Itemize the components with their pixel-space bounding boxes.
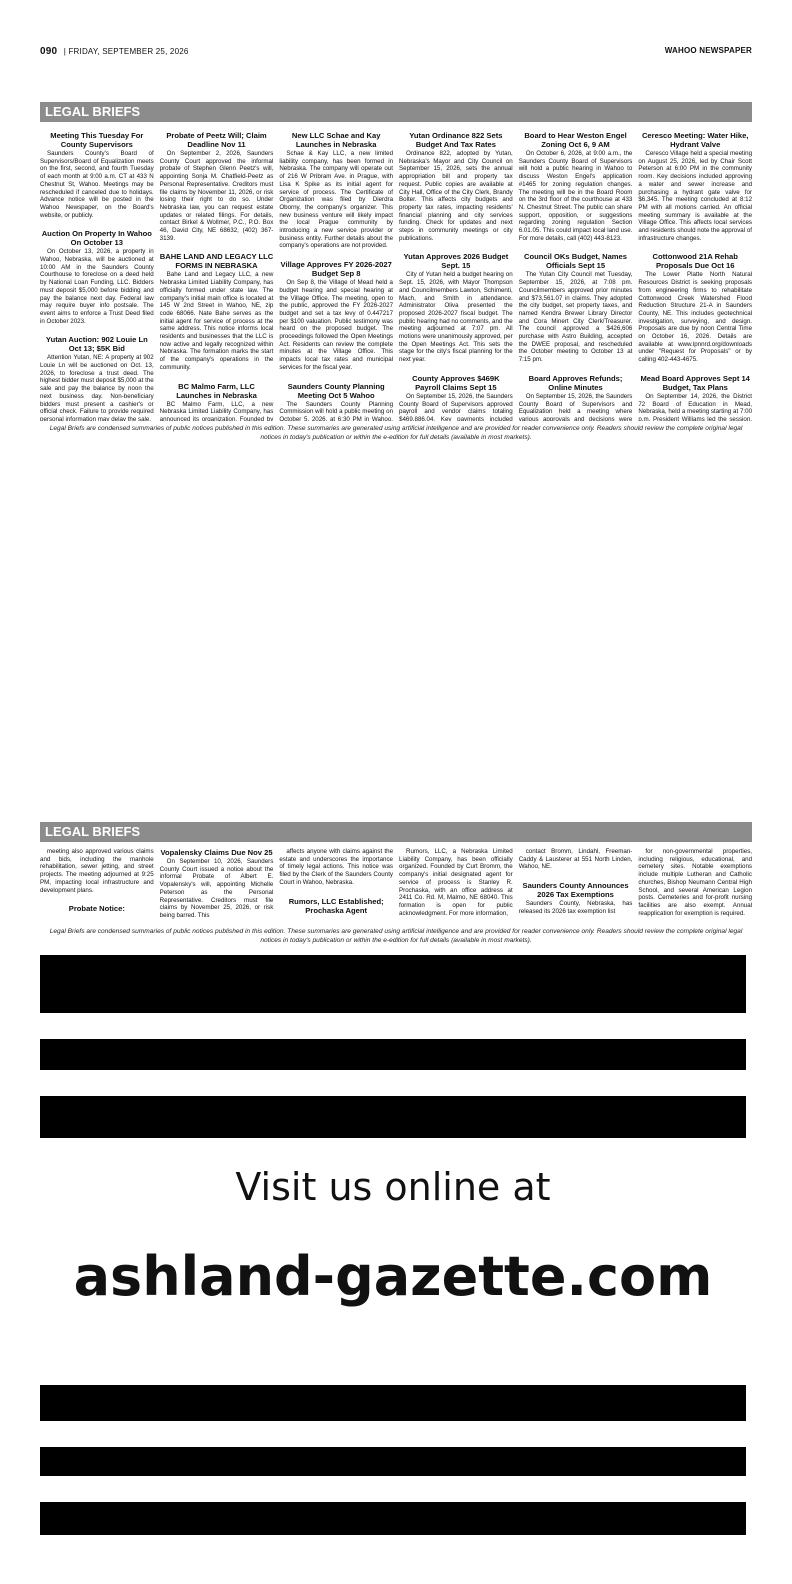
legal-briefs-columns <box>40 131 752 421</box>
brief-title: Auction On Property In Wahoo On October 13 <box>41 229 152 248</box>
brief-column <box>519 848 633 926</box>
legal-brief <box>160 131 274 242</box>
legal-brief <box>40 848 154 894</box>
brief-body: Ceresco Village held a special meeting on August 25, 2026, led by Chair Scott Peterson at 6:00 PM in the community room. Key decisions included approving a water and sewer increase and purchasing a hydrant gate valve for $6,345. The meeting concluded at 8:12 PM with all motions carried. An official meeting summary is available at the Village Office. This affects local services and residents should note the approval of infrastructure changes. <box>638 150 752 242</box>
website-advertisement <box>40 955 746 1535</box>
brief-column <box>638 848 752 926</box>
legal-brief <box>519 131 633 242</box>
legal-brief <box>519 374 633 421</box>
brief-body: On October 13, 2026, a property in Wahoo, Nebraska, will be auctioned at 10:00 AM in the Saunders County Courthouse to foreclose on a deed held by National Loan Funding, LLC. Bidders must deposit $5,000 before bidding and pay the balance next day. Federal law may require buyer info postsale. The event aims to enforce a Trust Deed filed in October 2023. <box>40 248 154 325</box>
ad-stripe <box>40 1421 746 1447</box>
legal-briefs-columns-continued <box>40 848 752 926</box>
brief-title: Probate of Peetz Will; Claim Deadline Nov 11 <box>166 131 267 149</box>
brief-title: Probate Notice: <box>68 904 125 914</box>
brief-title: Village Approves FY 2026-2027 Budget Sep 8 <box>280 260 392 279</box>
brief-title: BC Malmo Farm, LLC Launches in Nebraska <box>176 381 257 400</box>
legal-briefs-disclaimer: Legal Briefs are condensed summaries of public notices published in this edition. These summaries are generated using artificial intelligence and are provided for reader convenience only. Readers should review the complete original legal notices in today's publication or within the e-edition for full details (available in most markets). <box>49 425 743 441</box>
brief-body: On September 14, 2026, the District 72 Board of Education in Mead, Nebraska, held a meeting starting at 7:00 p.m. President Williams led the session, <box>638 392 752 421</box>
ad-website-url: ashland-gazette.com <box>73 1245 713 1308</box>
brief-title: Board Approves Refunds; Online Minutes <box>528 373 623 392</box>
legal-briefs-banner-continued: LEGAL BRIEFS <box>40 822 752 842</box>
brief-title: Vopalensky Claims Due Nov 25 <box>160 848 273 857</box>
brief-body: On September 10, 2026, Saunders County Court issued a notice about the informal Probate of Albert E. Vopalensky's will, appointing Michelle Peterson as the Personal Representative. Creditors must file claims by November 25, 2026, or risk being barred. This <box>159 858 274 919</box>
brief-body: City of Yutan held a budget hearing on Sept. 15, 2026, with Mayor Thompson and Councilmembers Lawton, Schimenti, Mach, and Smith in attendance. Administrator Oliva presented the proposed 2026-2027 fiscal budget. The public hearing had no comments, and the meeting adjourned at 7:07 pm. All motions were unanimously approved, per the Open Meetings Act. This sets the stage for the city's fiscal planning for the next year. <box>399 271 513 364</box>
legal-brief <box>519 881 633 915</box>
brief-body: Saunders County, Nebraska, has released its 2026 tax exemption list <box>518 900 633 915</box>
brief-column <box>279 131 393 421</box>
brief-body: On Sep 8, the Village of Mead held a budget hearing and special hearing at the Village Office. The meeting, open to the public, approved the FY 2026-2027 budget and set a tax levy of 0.447217 per $100 valuation. Public testimony was heard on the proposed budget. The proceedings followed the Open Meetings Act. Residents can review the complete minutes at the Village Office. This impacts local tax rates and municipal services for the fiscal year. <box>279 279 394 371</box>
legal-brief <box>279 897 393 915</box>
brief-body: Saunders County's Board of Supervisors/Board of Equalization meets on the first, second, and fourth Tuesday of each month at 9:00 a.m. CT at 433 N Chestnut St, Wahoo. Meetings may be rescheduled if canceled due to holidays. Advance notice will be posted in the Wahoo Newspaper, on the Board's website, or publicly. <box>40 150 154 219</box>
brief-body: The Lower Platte North Natural Resources District is seeking proposals from engineering firms to rehabilitate Cottonwood Creek Watershed Flood Reduction Structure 21-A in Saunders County, NE. This includes geotechnical investigation, surveying, and design. Proposals are due by noon Central Time on October 16, 2026. Details are available at www.lpnnrd.org/downloads under "Request for Proposals" or by calling 402-443-4675. <box>638 271 752 364</box>
page-header-left <box>40 46 189 60</box>
brief-body: Rumors, LLC, a Nebraska Limited Liability Company, has been officially organized. Founded by Curt Bromm, the company's initial designated agent for service of process is Stanley R. Prochaska, with an office address at 2411 Co. Rd. M, Malmo, NE 68040. This formation is open for public acknowledgment. For more information, <box>399 848 513 917</box>
brief-body: The Saunders County Planning Commission will hold a public meeting on October 5, 2026, at 6:30 PM in Wahoo, <box>279 400 394 421</box>
brief-body: contact Bromm, Lindahl, Freeman-Caddy & Lausterer at 551 North Linden, Wahoo, NE. <box>518 848 633 871</box>
legal-briefs-banner: LEGAL BRIEFS <box>40 102 752 122</box>
brief-column <box>638 131 752 421</box>
brief-body: On September 15, 2026, the Saunders County Board of Supervisors and Equalization held a meeting where various approvals and decisions were <box>518 392 633 421</box>
legal-brief <box>519 252 633 363</box>
header-divider: | <box>63 47 67 56</box>
legal-brief <box>399 252 513 363</box>
ad-stripe <box>40 1013 746 1039</box>
legal-brief <box>279 260 393 371</box>
legal-brief <box>40 904 154 913</box>
brief-title: Rumors, LLC Established; Prochaska Agent <box>288 896 384 915</box>
legal-brief <box>638 374 752 421</box>
page-header <box>40 46 752 60</box>
brief-column <box>160 848 274 926</box>
legal-brief <box>399 848 513 917</box>
brief-title: Cottonwood 21A Rehab Proposals Due Oct 16 <box>652 252 738 271</box>
brief-title: Yutan Ordinance 822 Sets Budget And Tax Rates <box>409 131 503 149</box>
brief-body: meeting also approved various claims and bids, including the manhole rehabilitation, sewer jetting, and street projects. The meeting adjourned at 9:25 PM, impacting local infrastructure and development plans. <box>40 848 154 894</box>
legal-brief <box>40 131 154 219</box>
brief-title: Saunders County Announces 2026 Tax Exemptions <box>522 881 629 900</box>
brief-title: County Approves $469K Payroll Claims Sept 15 <box>412 373 500 392</box>
brief-title: Board to Hear Weston Engel Zoning Oct 6, 9 AM <box>524 131 627 149</box>
ad-headline: Visit us online at <box>235 1165 551 1209</box>
brief-title: BAHE LAND AND LEGACY LLC FORMS IN NEBRASKA <box>159 252 274 271</box>
legal-brief <box>279 382 393 421</box>
legal-brief <box>160 848 274 920</box>
brief-column <box>399 848 513 926</box>
brief-title: Council OKs Budget, Names Officials Sept 15 <box>524 252 627 271</box>
brief-column <box>279 848 393 926</box>
brief-body: On September 2, 2026, Saunders County Court approved the informal probate of Stephen Glenn Peetz's will, appointing Sonja M. Chatfield-Peetz as Personal Representative. Creditors must file claims by November 11, 2026, or risk losing their right to do so. Under Nebraska law, you can request estate updates or related filings. For details, contact Birkel & Wollmer, P.C., P.O. Box 46, David City, NE 68632, (402) 367-3139. <box>159 150 274 242</box>
ad-stripe <box>40 1476 746 1502</box>
brief-title: Yutan Auction: 902 Louie Ln Oct 13; $5K Bid <box>45 335 148 354</box>
legal-brief <box>279 848 393 887</box>
brief-body: BC Malmo Farm, LLC, a new Nebraska Limited Liability Company, has announced its organization. Founded by <box>159 400 274 421</box>
legal-brief <box>399 374 513 421</box>
brief-title: New LLC Schae and Kay Launches in Nebraska <box>291 131 381 149</box>
legal-brief <box>638 131 752 242</box>
brief-body: The Yutan City Council met Tuesday, September 15, 2026, at 7:08 pm. Councilmembers approved prior minutes and $73,561.07 in claims. They adopted the city budget, set property taxes, and named Kendra Brewer Library Director and Cora Minert City Clerk/Treasurer. The council approved a $426,606 purchase with Astro Building, accepted the DWEE proposal, and rescheduled the October meeting to October 13 at 7:15 pm. <box>518 271 633 364</box>
brief-title: Meeting This Tuesday For County Supervisors <box>50 131 144 149</box>
legal-briefs-disclaimer-continued: Legal Briefs are condensed summaries of public notices published in this edition. These summaries are generated using artificial intelligence and are provided for reader convenience only. Readers should review the complete original legal notices in today's publication or within the e-edition for full details (available in most markets). <box>49 928 743 944</box>
brief-column <box>160 131 274 421</box>
brief-title: Saunders County Planning Meeting Oct 5 Wahoo <box>287 381 385 400</box>
legal-brief <box>638 848 752 917</box>
brief-body: Bahe Land and Legacy LLC, a new Nebraska Limited Liability Company, has officially formed under state law. The company's initial main office is located at 145 W 2nd Street in Wahoo, NE, zip code 68066. Nate Bahe serves as the initial agent for service of process at the same address. This notice informs local residents and businesses that the LLC is now active and legally recognized within Nebraska. The formation marks the start of the company's operations in the community. <box>159 271 274 371</box>
legal-brief <box>160 382 274 421</box>
brief-body: affects anyone with claims against the estate and underscores the importance of timely legal actions. This notice was filed by the Clerk of the Saunders County Court in Wahoo, Nebraska. <box>279 848 394 886</box>
legal-brief <box>638 252 752 363</box>
legal-brief <box>399 131 513 242</box>
brief-body: Schae & Kay LLC, a new limited liability company, has been formed in Nebraska. The company will operate out of 216 W Pribram Ave. in Prague, with Lisa K Spike as its initial agent for service of process. The Certificate of Organization was filed by Dierdra Oborny, the company's organizer. This new business venture will likely impact the local Prague community by introducing a new service provider or business entity. Further details about the company's operations are not provided. <box>279 150 394 250</box>
legal-brief <box>519 848 633 871</box>
newspaper-name: WAHOO NEWSPAPER <box>664 46 752 55</box>
brief-title: Yutan Approves 2026 Budget Sept. 15 <box>403 252 509 271</box>
legal-brief <box>40 335 154 421</box>
page-number: 090 <box>40 46 58 57</box>
brief-column <box>399 131 513 421</box>
brief-body: Attention Yutan, NE: A property at 902 Louie Ln will be auctioned on Oct. 13, 2026, to foreclose a trust deed. The highest bidder must deposit $5,000 at the sale and pay the balance by noon the next business day. Non-beneficiary bidders must present a cashier's or official check. Failure to provide required personal information may delay the sale. <box>40 354 154 421</box>
issue-date: FRIDAY, SEPTEMBER 25, 2026 <box>68 47 189 56</box>
brief-column <box>40 131 154 421</box>
brief-body: for non-governmental properties, including religious, educational, and cemetery sites. Notable exemptions include multiple Lutheran and Catholic churches, Bishop Neumann Central High School, and several American Legion posts. Cemeteries and for-profit nursing facilities are also exempt. Annual reapplication for exemption is required. <box>638 848 752 917</box>
brief-column <box>40 848 154 926</box>
ad-stripe <box>40 1070 746 1096</box>
legal-brief <box>160 252 274 371</box>
legal-brief <box>40 229 154 325</box>
brief-body: On September 15, 2026, the Saunders County Board of Supervisors approved payroll and vendor claims totaling $469,886.04. Key payments included <box>399 392 513 421</box>
brief-column <box>519 131 633 421</box>
brief-title: Mead Board Approves Sept 14 Budget, Tax Plans <box>640 373 750 392</box>
brief-body: Ordinance 822, adopted by Yutan, Nebraska's Mayor and City Council on September 15, 2026, sets the annual appropriation bill and property tax request. Public copies are available at City Hall, Office of the City Clerk, Brandy Bolter. This affects city budgets and property tax rates, impacting residents' financial planning and city services funding. Check for updates and next steps in community meetings or city publications. <box>399 150 513 242</box>
brief-body: On October 6, 2026, at 9:00 a.m., the Saunders County Board of Supervisors will hold a public hearing in Wahoo to discuss Weston Engel's application #1465 for zoning regulation changes. The meeting will be in the Board Room on the 3rd floor of the courthouse at 433 N. Chestnut Street. The public can share support, opposition, or suggestions regarding zoning regulation Section 6.01.05. This could impact local land use. For more details, call (402) 443-8123. <box>518 150 633 242</box>
brief-title: Ceresco Meeting: Water Hike, Hydrant Valve <box>641 131 749 149</box>
legal-brief <box>279 131 393 250</box>
